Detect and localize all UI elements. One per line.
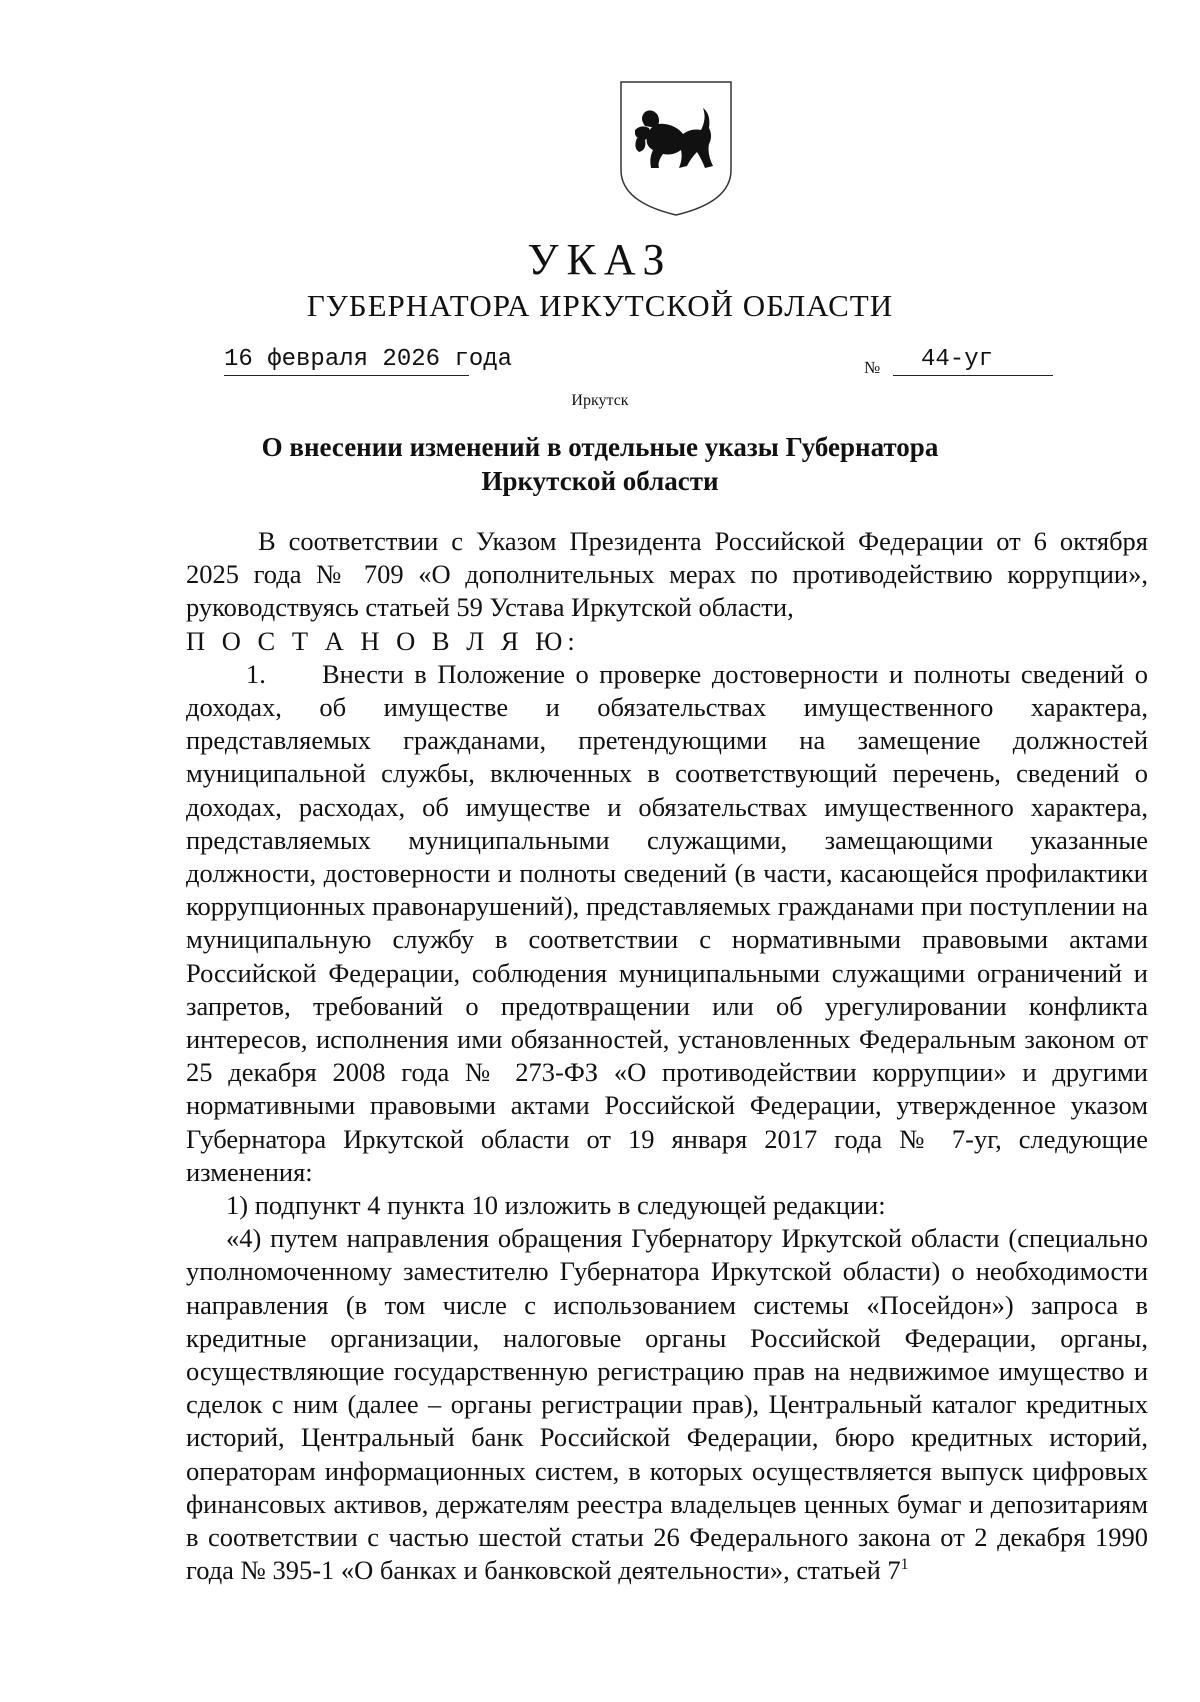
quoted-amendment-paragraph [186,1222,1148,1587]
decree-date: 16 февраля 2026 года [224,346,469,376]
document-type-title: УКАЗ [527,235,673,284]
footnote-superscript: 1 [900,1556,909,1574]
item-1-text: Внести в Положение о проверке достоверности и полноты сведений о доходах, об имуществе и обязательствах имущественного характера, представляемых гражданами, претендующими на замещение должностей муниципальной службы, включенных в соответствующий перечень, сведений о доходах, расходах, об имуществе и обязательствах имущественного характера, представляемых муниципальными служащими, замещающими указанные должности, достоверности и полноты сведений (в части, касающейся профилактики коррупционных правонарушений), представляемых гражданами при поступлении на муниципальную службу в соответствии с нормативными правовыми актами Российской Федерации, соблюдения муниципальными служащими ограничений и запретов, требований о предотвращении или об урегулировании конфликта интересов, исполнения ими обязанностей, установленных Федеральным законом от 25 декабря 2008 года № 273-ФЗ «О противодействии коррупции» и другими нормативными правовыми актами Российской Федерации, утвержденное указом Губернатора Иркутской области от 19 января 2017 года № 7-уг, следующие изменения: [186,658,1148,1187]
item-1-number: 1. [246,658,266,689]
subject-line-1: О внесении изменений в отдельные указы Губернатора [261,432,939,462]
issue-city: Иркутск [571,392,629,409]
issuer-title: ГУБЕРНАТОРА ИРКУТСКОЙ ОБЛАСТИ [306,288,894,323]
item-1-paragraph [186,658,1148,1189]
subitem-1-paragraph: 1) подпункт 4 пункта 10 изложить в следующей редакции: [226,1190,886,1221]
subject-line-2: Иркутской области [481,466,719,496]
decree-subject [0,430,1200,498]
decree-word: П О С Т А Н О В Л Я Ю: [186,625,580,656]
quoted-amendment-text: «4) путем направления обращения Губернатору Иркутской области (специально уполномоченному заместителю Губернатора Иркутской области) о необходимости направления (в том числе с использованием системы «Посейдон») запроса в кредитные организации, налоговые органы Российской Федерации, органы, осуществляющие государственную регистрацию прав на недвижимое имущество и сделок с ним (далее – органы регистрации прав), Центральный каталог кредитных историй, Центральный банк Российской Федерации, бюро кредитных историй, операторам информационных систем, в которых осуществляется выпуск цифровых финансовых активов, держателям реестра владельцев ценных бумаг и депозитариям в соответствии с частью шестой статьи 26 Федерального закона от 2 декабря 1990 года № 395-1 «О банках и банковской деятельности», статьей 7 [186,1223,1148,1586]
number-label: № [864,358,881,377]
decree-body [186,525,1148,1588]
preamble-paragraph: В соответствии с Указом Президента Российской Федерации от 6 октября 2025 года № 709 «О дополнительных мерах по противодействию коррупции», руководствуясь статьей 59 Устава Иркутской области, [186,526,1148,623]
decree-number: 44-уг [893,346,1053,376]
coat-of-arms-icon [617,78,735,218]
